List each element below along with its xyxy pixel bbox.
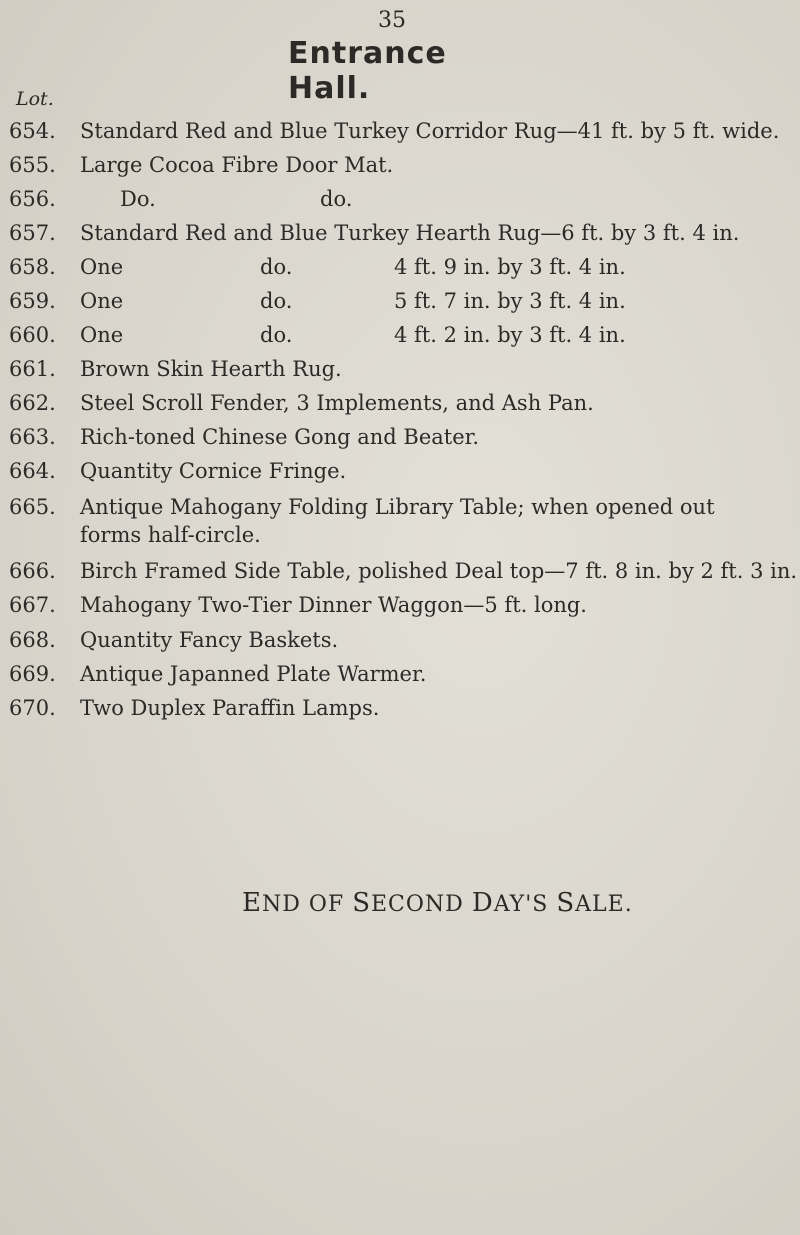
lot-number: 661. bbox=[9, 357, 56, 381]
footer-word-ays: AY'S bbox=[493, 892, 549, 917]
lot-quantity: One bbox=[80, 323, 124, 347]
lot-size: 4 ft. 2 in. by 3 ft. 4 in. bbox=[394, 323, 626, 347]
footer-word-nd: ND bbox=[261, 892, 301, 917]
lot-number: 665. bbox=[9, 495, 56, 519]
footer-word-ale: ALE. bbox=[575, 892, 633, 917]
lot-description: Quantity Fancy Baskets. bbox=[80, 628, 339, 652]
lot-description: Birch Framed Side Table, polished Deal top—7 ft. 8 in. by 2 ft. 3 in. bbox=[80, 559, 798, 583]
lot-description: Two Duplex Paraffin Lamps. bbox=[80, 696, 380, 720]
footer-initial-d: D bbox=[471, 888, 494, 918]
lot-description: Mahogany Two-Tier Dinner Waggon—5 ft. long. bbox=[80, 593, 587, 617]
lot-number: 658. bbox=[9, 255, 56, 279]
lot-number: 654. bbox=[9, 119, 56, 143]
lot-description: Standard Red and Blue Turkey Corridor Rug—41 ft. by 5 ft. wide. bbox=[80, 119, 780, 143]
lot-description: Quantity Cornice Fringe. bbox=[80, 459, 347, 483]
lot-number: 659. bbox=[9, 289, 56, 313]
footer-word-econd: ECOND bbox=[371, 892, 464, 917]
lot-description: Standard Red and Blue Turkey Hearth Rug—6 ft. by 3 ft. 4 in. bbox=[80, 221, 740, 245]
lot-number: 664. bbox=[9, 459, 56, 483]
footer-initial-s: S bbox=[352, 888, 371, 918]
lot-description-ditto: do. bbox=[320, 187, 353, 211]
lot-size: 4 ft. 9 in. by 3 ft. 4 in. bbox=[394, 255, 626, 279]
lot-number: 666. bbox=[9, 559, 56, 583]
lot-description: Brown Skin Hearth Rug. bbox=[80, 357, 342, 381]
lot-ditto: do. bbox=[260, 323, 293, 347]
lot-number: 669. bbox=[9, 662, 56, 686]
lot-number: 660. bbox=[9, 323, 56, 347]
lot-number: 667. bbox=[9, 593, 56, 617]
lot-number: 670. bbox=[9, 696, 56, 720]
lot-ditto: do. bbox=[260, 255, 293, 279]
lot-number: 655. bbox=[9, 153, 56, 177]
lot-row bbox=[0, 494, 800, 550]
lot-number: 663. bbox=[9, 425, 56, 449]
lot-quantity: One bbox=[80, 255, 124, 279]
lot-description: Steel Scroll Fender, 3 Implements, and Ash Pan. bbox=[80, 391, 594, 415]
lot-description: Large Cocoa Fibre Door Mat. bbox=[80, 153, 394, 177]
lot-number: 656. bbox=[9, 187, 56, 211]
lot-number: 657. bbox=[9, 221, 56, 245]
footer-initial-e: E bbox=[242, 888, 262, 918]
lot-ditto: do. bbox=[260, 289, 293, 313]
page-number: 35 bbox=[378, 8, 406, 33]
lot-number: 668. bbox=[9, 628, 56, 652]
footer-initial-s2: S bbox=[556, 888, 576, 918]
lot-description: Rich-toned Chinese Gong and Beater. bbox=[80, 425, 480, 449]
lot-description: Antique Mahogany Folding Library Table; when opened out bbox=[80, 495, 715, 519]
lot-quantity: One bbox=[80, 289, 124, 313]
lot-description-do: Do. bbox=[120, 187, 156, 211]
section-heading: Entrance Hall. bbox=[288, 36, 447, 106]
lot-description-continued: forms half-circle. bbox=[80, 523, 261, 547]
lot-description: Antique Japanned Plate Warmer. bbox=[80, 662, 427, 686]
lot-number: 662. bbox=[9, 391, 56, 415]
lot-size: 5 ft. 7 in. by 3 ft. 4 in. bbox=[394, 289, 626, 313]
footer-word-of: OF bbox=[308, 892, 345, 917]
lot-column-label: Lot. bbox=[16, 88, 54, 110]
end-of-sale-notice bbox=[242, 888, 642, 918]
